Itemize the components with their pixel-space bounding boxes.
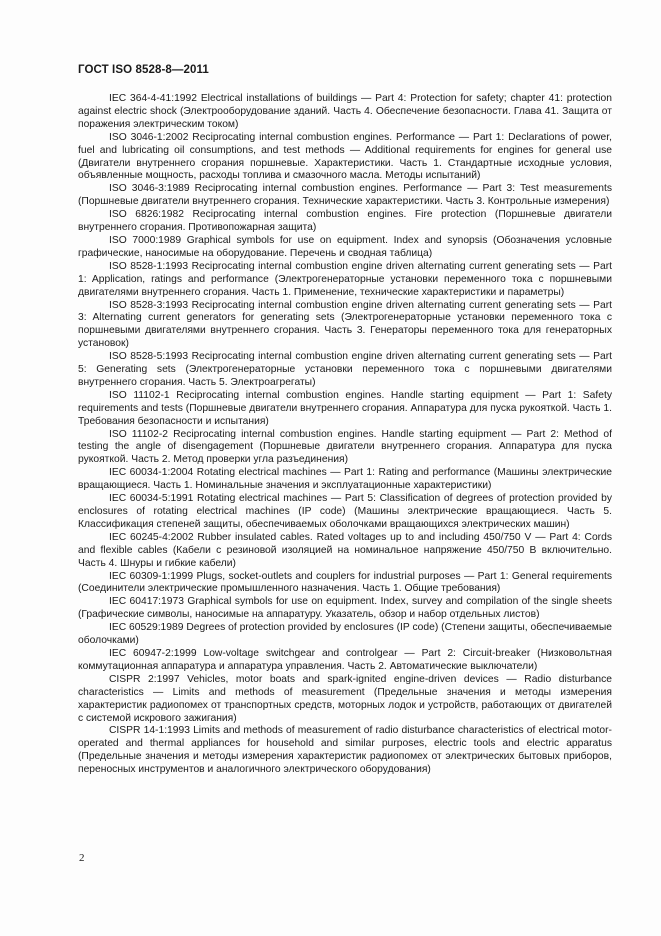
reference-item: IEC 60417:1973 Graphical symbols for use on equipment. Index, survey and compilation of the single sheets (Графические символы, наносимые на аппаратуру. Указатель, обзор и набор отдельных листов) <box>78 596 612 621</box>
reference-item: ISO 11102-2 Reciprocating internal combustion engines. Handle starting equipment — Part 2: Method of testing the angle of disengagement (Поршневые двигатели внутреннего сгорания. Аппаратура для пуска рукояткой. Часть 2. Метод проверки угла разъединения) <box>78 428 612 466</box>
reference-item: IEC 60309-1:1999 Plugs, socket-outlets and couplers for industrial purposes — Part 1: General requirements (Соединители электрические промышленного назначения. Часть 1. Общие требования) <box>78 570 612 595</box>
reference-item: IEC 60947-2:1999 Low-voltage switchgear and controlgear — Part 2: Circuit-breaker (Низковольтная коммутационная аппаратура и аппаратура управления. Часть 2. Автоматические выключатели) <box>78 647 612 672</box>
reference-item: ISO 6826:1982 Reciprocating internal combustion engines. Fire protection (Поршневые двигатели внутреннего сгорания. Противопожарная защита) <box>78 209 612 234</box>
reference-item: ISO 3046-3:1989 Reciprocating internal combustion engines. Performance — Part 3: Test measurements (Поршневые двигатели внутреннего сгорания. Технические характеристики. Часть 3. Контрольные измерения) <box>78 183 612 208</box>
reference-item: CISPR 14-1:1993 Limits and methods of measurement of radio disturbance characteristics of electrical motor-operated and thermal appliances for household and similar purposes, electric tools and electric apparatus (Предельные значения и методы измерения характеристик радиопомех от электрических бытовых приборов, переносных инструментов и аналогичного электрического оборудования) <box>78 725 612 776</box>
reference-item: ISO 7000:1989 Graphical symbols for use on equipment. Index and synopsis (Обозначения условные графические, наносимые на оборудование. Перечень и сводная таблица) <box>78 234 612 259</box>
reference-item: IEC 364-4-41:1992 Electrical installations of buildings — Part 4: Protection for safety; chapter 41: protection against electric shock (Электрооборудование зданий. Часть 4. Обеспечение безопасности. Глава 41. Защита от поражения электрическим током) <box>78 93 612 130</box>
reference-item: IEC 60245-4:2002 Rubber insulated cables. Rated voltages up to and including 450/750 V — Part 4: Cords and flexible cables (Кабели с резиновой изоляцией на номинальное напряжение 450/750 В включительно. Часть 4. Шнуры и гибкие кабели) <box>78 531 612 569</box>
reference-item: IEC 60529:1989 Degrees of protection provided by enclosures (IP code) (Степени защиты, обеспечиваемые оболочками) <box>78 622 612 647</box>
normative-references-list <box>78 93 612 777</box>
reference-item: IEC 60034-5:1991 Rotating electrical machines — Part 5: Classification of degrees of protection provided by enclosures of rotating electrical machines (IP code) (Машины электрические вращающиеся. Часть 5. Классификация степеней защиты, обеспечиваемых оболочками вращающихся электрических машин) <box>78 493 612 530</box>
reference-item: ISO 8528-1:1993 Reciprocating internal combustion engine driven alternating current generating sets — Part 1: Application, ratings and performance (Электрогенераторные установки переменного тока с поршневыми двигателями внутреннего сгорания. Часть 1. Применение, технические характеристики и параметры) <box>78 260 612 298</box>
reference-item: ISO 8528-5:1993 Reciprocating internal combustion engine driven alternating current generating sets — Part 5: Generating sets (Электрогенераторные установки переменного тока с поршневыми двигателями внутреннего сгорания. Часть 5. Электроагрегаты) <box>78 351 612 388</box>
reference-item: ISO 11102-1 Reciprocating internal combustion engines. Handle starting equipment — Part 1: Safety requirements and tests (Поршневые двигатели внутреннего сгорания. Аппаратура для пуска рукояткой. Часть 1. Требования безопасности и испытания) <box>78 389 612 427</box>
reference-item: IEC 60034-1:2004 Rotating electrical machines — Part 1: Rating and performance (Машины электрические вращающиеся. Часть 1. Номинальные значения и эксплуатационные характеристики) <box>78 467 612 492</box>
standard-header: ГОСТ ISO 8528-8—2011 <box>78 64 209 76</box>
reference-item: ISO 8528-3:1993 Reciprocating internal combustion engine driven alternating current generating sets — Part 3: Alternating current generators for generating sets (Электрогенераторные установки переменного тока с поршневыми двигателями внутреннего сгорания. Часть 3. Генераторы переменного тока для генераторных установок) <box>78 299 612 350</box>
reference-item: ISO 3046-1:2002 Reciprocating internal combustion engines. Performance — Part 1: Declarations of power, fuel and lubricating oil consumptions, and test methods — Additional requirements for engines for general use (Двигатели внутреннего сгорания поршневые. Характеристики. Часть 1. Стандартные исходные условия, объявленные мощность, расходы топлива и смазочного масла. Методы испытаний) <box>78 131 612 182</box>
reference-item: CISPR 2:1997 Vehicles, motor boats and spark-ignited engine-driven devices — Radio disturbance characteristics — Limits and methods of measurement (Предельные значения и методы измерения характеристик радиопомех от транспортных средств, моторных лодок и устройств, работающих от двигателей с системой искрового зажигания) <box>78 673 612 724</box>
page-number: 2 <box>79 852 85 864</box>
